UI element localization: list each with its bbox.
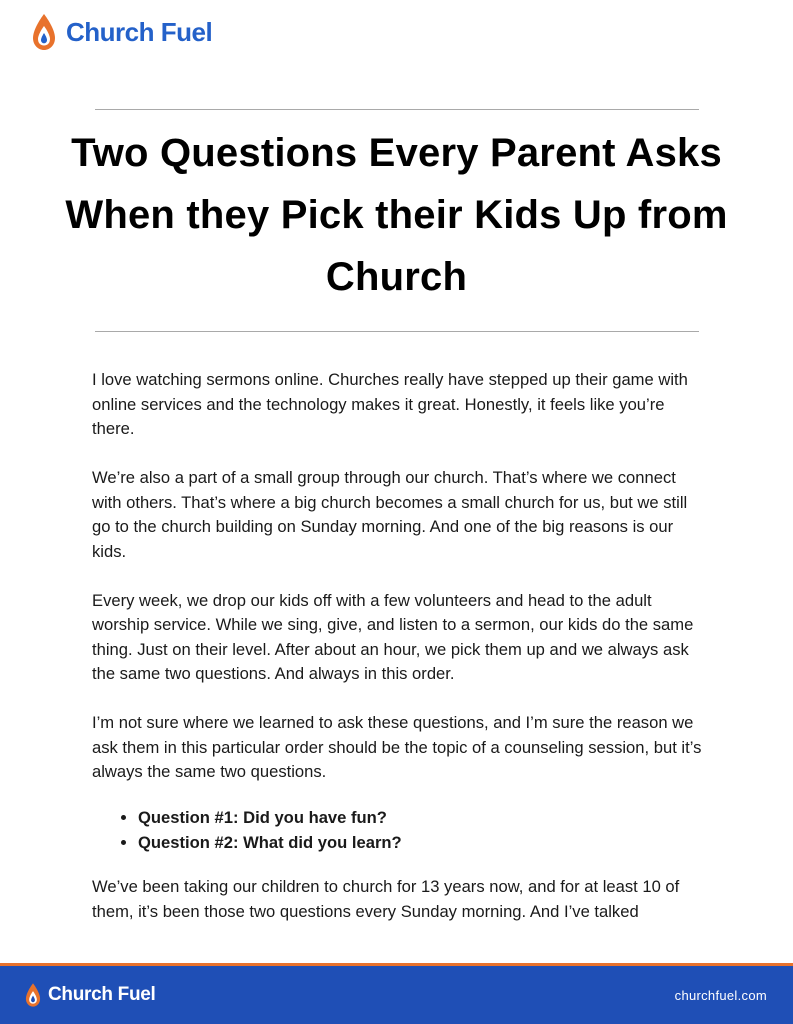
paragraph: We’re also a part of a small group through our church. That’s where we connect with others. That’s where a big church becomes a small church for us, but we still go to the church building on Sunday morning. And one of the big reasons is our kids.	[92, 468, 688, 561]
page-title: Two Questions Every Parent Asks When they Pick their Kids Up from Church	[65, 131, 728, 299]
paragraph: I love watching sermons online. Churches really have stepped up their game with online services and the technology makes it great. Honestly, it feels like you’re there.	[92, 370, 688, 438]
footer-url-link[interactable]: churchfuel.com	[674, 987, 767, 1003]
paragraph: We’ve been taking our children to church for 13 years now, and for at least 10 of them, it’s been those two questions every Sunday morning. And I’ve talked	[92, 877, 680, 921]
questions-list	[92, 805, 704, 855]
paragraph: Every week, we drop our kids off with a few volunteers and head to the adult worship service. While we sing, give, and listen to a sermon, our kids do the same thing. Just on their level. After about an hour, we pick them up and we always ask the same two questions. And always in this order.	[92, 590, 694, 683]
footer-bar	[0, 963, 793, 1024]
footer-brand-name: Church Fuel	[48, 984, 156, 1005]
flame-drop-icon	[24, 982, 42, 1008]
article-body	[92, 368, 704, 949]
title-top-divider	[95, 109, 699, 110]
list-item: • Question #2: What did you learn?	[138, 830, 704, 855]
paragraph: I’m not sure where we learned to ask these questions, and I’m sure the reason we ask them in this particular order should be the topic of a counseling session, but it’s always the same two questions.	[92, 713, 702, 781]
header-logo[interactable]	[30, 10, 212, 54]
flame-drop-icon	[30, 12, 58, 52]
list-item: • Question #1: Did you have fun?	[138, 805, 704, 830]
footer-logo[interactable]	[24, 982, 156, 1008]
header-brand-name: Church Fuel	[66, 16, 213, 47]
title-bottom-divider	[95, 331, 699, 332]
